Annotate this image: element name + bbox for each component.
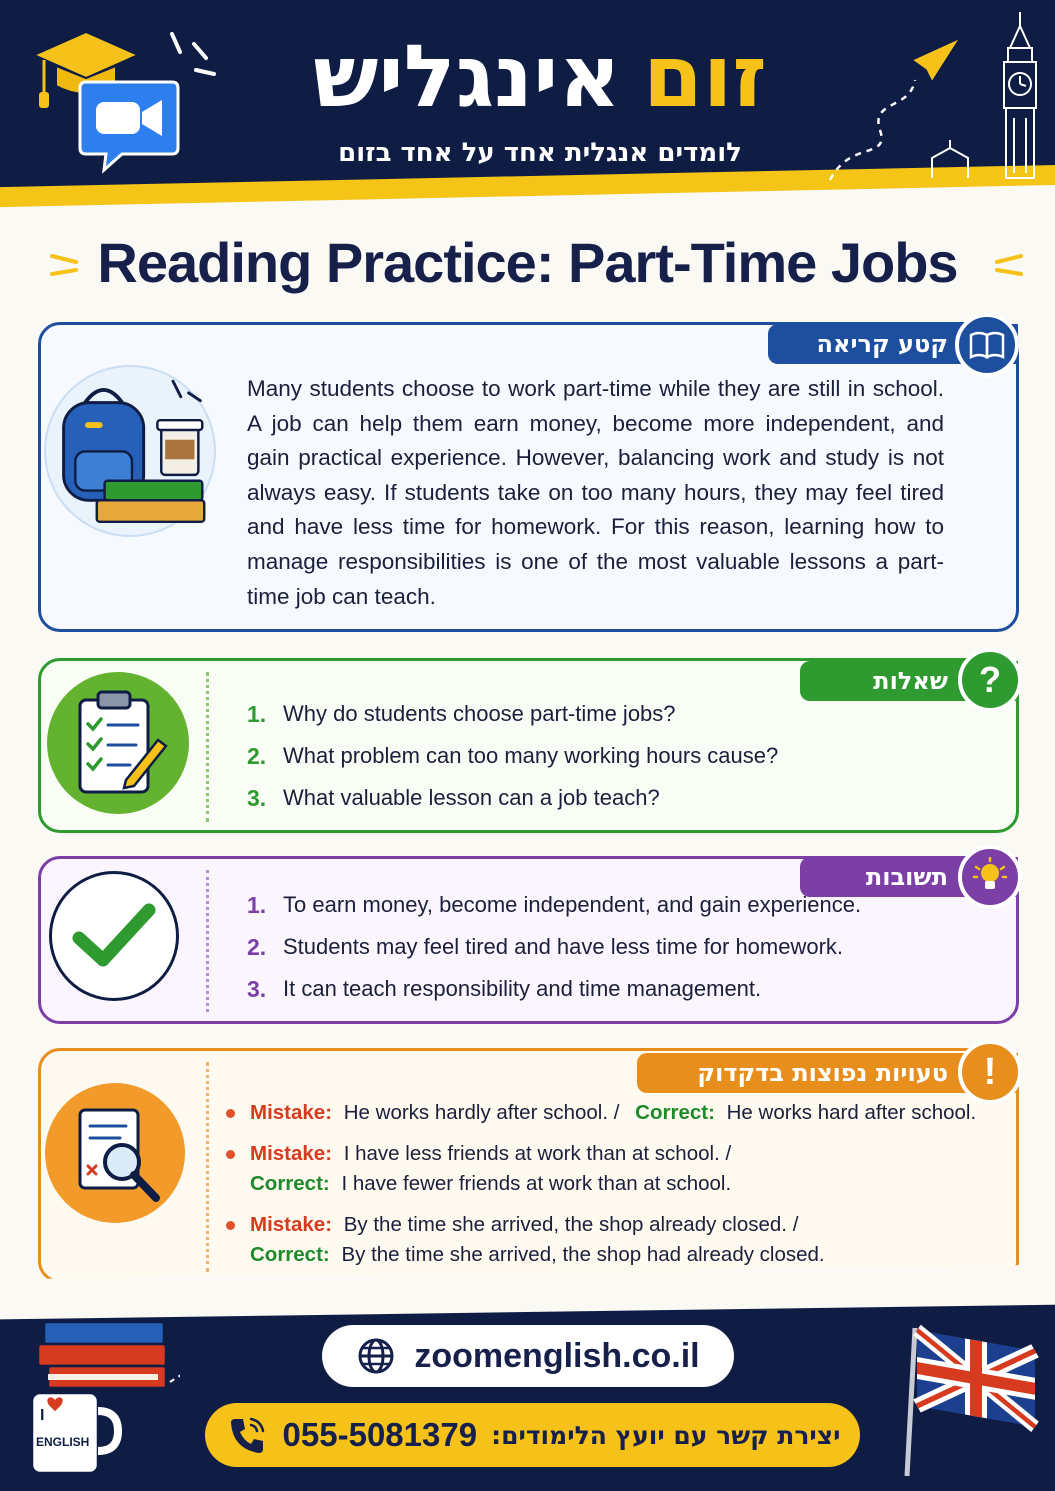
mug-text-i: I (40, 1407, 45, 1424)
list-item (247, 968, 861, 1010)
list-item (247, 693, 778, 735)
correct-label: Correct: (250, 1243, 330, 1266)
answers-list (247, 884, 861, 1010)
answer-text: Students may feel tired and have less time for homework. (283, 934, 844, 959)
backpack-illustration (44, 365, 216, 537)
book-icon (955, 313, 1019, 377)
questions-tab-label: שאלות (873, 667, 948, 695)
bullet-dot (226, 1221, 235, 1230)
correct-label: Correct: (635, 1101, 715, 1124)
mistake-label: Mistake: (250, 1142, 333, 1165)
question-number: 2. (247, 742, 267, 769)
phone-label: יצירת קשר עם יועץ הלימודים: (491, 1420, 841, 1450)
exclamation-icon: ! (958, 1040, 1022, 1104)
mistakes-divider (206, 1062, 209, 1272)
big-ben-tower-icon (930, 8, 1050, 183)
checkmark-icon (49, 871, 179, 1001)
answer-number: 1. (247, 891, 267, 918)
question-mark-icon: ? (958, 648, 1022, 712)
questions-list (247, 693, 778, 819)
mug-text-english: ENGLISH (36, 1435, 90, 1449)
mistakes-list (222, 1098, 1012, 1281)
i-love-english-mug (28, 1385, 123, 1480)
mistakes-tab-label: טעויות נפוצות בדקדוק (697, 1059, 948, 1087)
answer-number: 3. (247, 975, 267, 1002)
lightbulb-icon (958, 845, 1022, 909)
brand-word-english: אינגליש (313, 27, 622, 127)
answers-tab-label: תשובות (865, 863, 948, 891)
answers-divider (206, 870, 209, 1012)
question-number: 3. (247, 784, 267, 811)
header-tagline: לומדים אנגלית אחד על אחד בזום (338, 138, 742, 168)
correct-label: Correct: (250, 1172, 330, 1195)
uk-flag-icon (885, 1318, 1045, 1478)
bullet-dot (226, 1150, 235, 1159)
phone-number: 055-5081379 (282, 1416, 478, 1453)
list-item (222, 1139, 1012, 1199)
mistake-label: Mistake: (250, 1213, 333, 1236)
phone-icon (225, 1413, 269, 1457)
website-link[interactable] (322, 1325, 734, 1387)
title-right-deco (985, 244, 1025, 284)
reading-tab-label: קטע קריאה (816, 330, 948, 358)
clipboard-checklist-icon (47, 672, 189, 814)
correct-text: I have fewer friends at work than at school. (341, 1172, 732, 1195)
mistake-label: Mistake: (250, 1101, 333, 1124)
correct-text: He works hard after school. (726, 1101, 977, 1124)
answer-number: 2. (247, 933, 267, 960)
mistake-text: By the time she arrived, the shop already closed. / (343, 1213, 799, 1236)
page-title: Reading Practice: Part-Time Jobs (97, 231, 958, 294)
mistake-text: He works hardly after school. / (343, 1101, 620, 1124)
question-text: What problem can too many working hours cause? (283, 743, 779, 768)
bullet-dot (226, 1109, 235, 1118)
phone-contact[interactable] (205, 1403, 860, 1467)
document-magnifier-icon (45, 1083, 185, 1223)
list-item (222, 1098, 1012, 1128)
brand-logo-text (240, 22, 840, 132)
list-item (247, 884, 861, 926)
list-item (222, 1210, 1012, 1270)
mistake-text: I have less friends at work than at school. / (343, 1142, 732, 1165)
list-item (247, 777, 778, 819)
answer-text: To earn money, become independent, and gain experience. (283, 892, 862, 917)
question-text: What valuable lesson can a job teach? (283, 785, 660, 810)
sparkle-rays-icon (160, 30, 220, 90)
list-item (247, 926, 861, 968)
question-number: 1. (247, 700, 267, 727)
questions-divider (206, 672, 209, 822)
reading-passage: Many students choose to work part-time while they are still in school. A job can help them earn money, become more independent, and gain practical experience. However, balancing work and study is not always easy. If students take on too many hours, they may feel tired and have less time for homework. For this reason, learning how to manage responsibilities is one of the most valuable lessons a part-time job can teach. (247, 376, 944, 609)
website-url: zoomenglish.co.il (414, 1336, 700, 1375)
list-item (247, 735, 778, 777)
answer-text: It can teach responsibility and time management. (283, 976, 762, 1001)
question-text: Why do students choose part-time jobs? (283, 701, 676, 726)
correct-text: By the time she arrived, the shop had already closed. (341, 1243, 825, 1266)
brand-word-zoom: זום (643, 27, 767, 127)
globe-icon (356, 1336, 396, 1376)
